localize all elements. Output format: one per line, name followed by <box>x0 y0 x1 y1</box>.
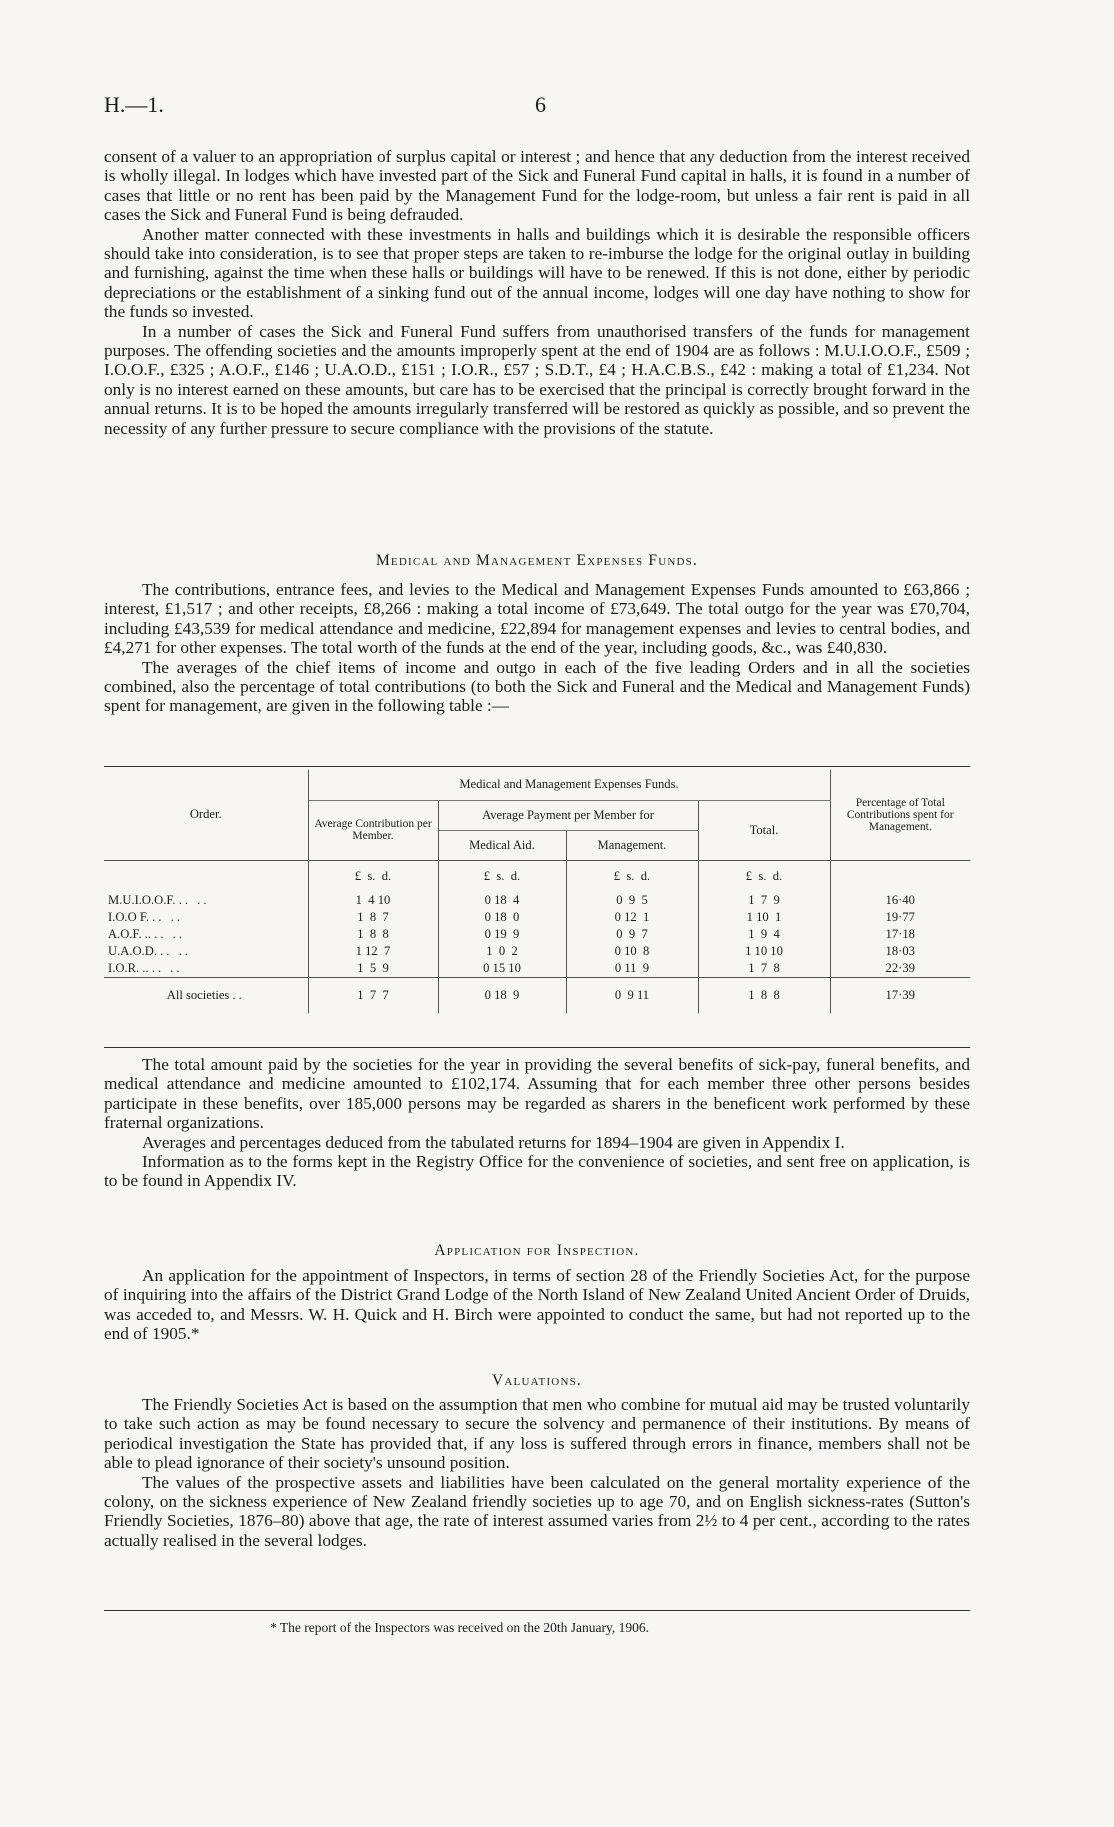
table-row: I.O.O F. .. .. 1 8 7 0 18 0 0 12 1 1 10 1 19·77 <box>104 909 970 926</box>
order-name: U.A.O.D. <box>108 944 157 958</box>
order-name: M.U.I.O.O.F. <box>108 893 176 907</box>
medical-cell: 0 19 9 <box>438 926 566 943</box>
table-row: U.A.O.D. .. .. 1 12 7 1 0 2 0 10 8 1 10 10 18·03 <box>104 943 970 960</box>
medical-cell: 0 18 9 <box>438 977 566 1013</box>
percent-cell: 16·40 <box>885 893 915 907</box>
contribution-cell: 1 4 10 <box>308 892 438 909</box>
total-cell: 1 10 1 <box>698 909 830 926</box>
total-cell: 1 10 10 <box>698 943 830 960</box>
order-name: I.O.R. .. <box>108 960 149 975</box>
contribution-cell: 1 8 7 <box>308 909 438 926</box>
medical-heading: Medical and Management Expenses Funds. <box>375 552 699 569</box>
valuations-paragraph-1: The Friendly Societies Act is based on the assumption that men who combine for mutual aid may be trusted voluntarily to take such action as may be found necessary to secure the solvency and permanence of their institutions. By means of periodical investigation the State has provided that, if any loss is suffered through errors in finance, members shall not be able to plead ignorance of their society's unsound position. <box>104 1395 970 1473</box>
table-top-rule <box>104 766 970 767</box>
intro-paragraph-1: consent of a valuer to an appropriation of surplus capital or interest ; and hence that any deduction from the interest received is wholly illegal. In lodges which have invested part of the Sick and Funeral Fund capital in halls, it is found in a number of cases that little or no rent has been paid by the Management Fund for the lodge-room, but unless a fair rent is paid in all cases the Sick and Funeral Fund is being defrauded. <box>104 147 970 225</box>
footnote-rule <box>104 1610 970 1611</box>
medical-cell: 0 18 4 <box>438 892 566 909</box>
medical-cell: 0 18 0 <box>438 909 566 926</box>
order-name: All societies <box>166 987 230 1002</box>
footnote: * The report of the Inspectors was received on the 20th January, 1906. <box>270 1620 650 1635</box>
contribution-cell: 1 8 8 <box>308 926 438 943</box>
table-row: I.O.R. .. .. .. 1 5 9 0 15 10 0 11 9 1 7 8 22·39 <box>104 960 970 977</box>
total-cell: 1 8 8 <box>698 977 830 1013</box>
medical-section <box>104 552 970 716</box>
total-cell: 1 9 4 <box>698 926 830 943</box>
intro-paragraph-3: In a number of cases the Sick and Funeral Fund suffers from unauthorised transfers of the funds for management purposes. The offending societies and the amounts improperly spent at the end of 1904 are as follows : M.U.I.O.O.F., £509 ; I.O.O.F., £325 ; A.O.F., £146 ; U.A.O.D., £151 ; I.O.R., £57 ; S.D.T., £4 ; H.A.C.B.S., £42 : making a total of £1,234. Not only is no interest earned on these amounts, but care has to be exercised that the principal is correctly brought forward in the annual returns. It is to be hoped the amounts irregularly transferred will be restored as quickly as possible, and so prevent the necessity of any further pressure to secure compliance with the provisions of the statute. <box>104 321 970 438</box>
total-cell: 1 7 8 <box>698 960 830 977</box>
valuations-section <box>104 1372 970 1550</box>
percent-cell: 17·39 <box>885 987 915 1002</box>
order-header: Order. <box>104 770 308 860</box>
payment-header: Average Payment per Member for <box>438 800 698 830</box>
inspection-section <box>104 1242 970 1344</box>
unit-label: £ s. d. <box>308 860 438 892</box>
percent-cell: 17·18 <box>885 927 915 941</box>
after-table-section <box>104 1055 970 1191</box>
management-cell: 0 9 5 <box>566 892 698 909</box>
after-table-paragraph-1: The total amount paid by the societies for the year in providing the several benefits of sick-pay, funeral benefits, and medical attendance and medicine amounted to £102,174. Assuming that for each member three other persons besides participate in these benefits, over 185,000 persons may be regarded as sharers in the beneficent work performed by these fraternal organizations. <box>104 1055 970 1133</box>
management-cell: 0 10 8 <box>566 943 698 960</box>
percentage-header: Percentage of Total Contributions spent for Management. <box>830 770 970 860</box>
valuations-heading: Valuations. <box>492 1372 582 1389</box>
intro-paragraph-2: Another matter connected with these investments in halls and buildings which it is desirable the responsible officers should take into consideration, is to see that proper steps are taken to re-imburse the lodge for the original outlay in building and furnishing, against the time when these halls or buildings will have to be renewed. If this is not done, either by periodic depreciations or the establishment of a sinking fund out of the annual income, lodges will one day have nothing to show for the funds so invested. <box>104 224 970 322</box>
total-cell: 1 7 9 <box>698 892 830 909</box>
medical-cell: 1 0 2 <box>438 943 566 960</box>
medical-aid-header: Medical Aid. <box>438 830 566 860</box>
management-cell: 0 12 1 <box>566 909 698 926</box>
inspection-paragraph: An application for the appointment of Inspectors, in terms of section 28 of the Friendly Societies Act, for the purpose of inquiring into the affairs of the District Grand Lodge of the North Island of New Zealand United Ancient Order of Druids, was acceded to, and Messrs. W. H. Quick and H. Birch were appointed to conduct the same, but had not reported up to the end of 1905.* <box>104 1266 970 1344</box>
order-name: A.O.F. .. <box>108 927 152 941</box>
contribution-cell: 1 7 7 <box>308 977 438 1013</box>
percent-cell: 22·39 <box>885 960 915 975</box>
unit-label: £ s. d. <box>698 860 830 892</box>
table-total-row: All societies .. 1 7 7 0 18 9 0 9 11 1 8 8 17·39 <box>104 977 970 1013</box>
total-header: Total. <box>698 800 830 860</box>
management-cell: 0 11 9 <box>566 960 698 977</box>
management-cell: 0 9 11 <box>566 977 698 1013</box>
medical-paragraph-1: The contributions, entrance fees, and levies to the Medical and Management Expenses Funds amounted to £63,866 ; interest, £1,517 ; and other receipts, £8,266 : making a total income of £73,649. The total outgo for the year was £70,704, including £43,539 for medical attendance and medicine, £22,894 for management expenses and levies to central bodies, and £4,271 for other expenses. The total worth of the funds at the end of the year, including goods, &c., was £40,830. <box>104 580 970 658</box>
table-bottom-rule <box>104 1047 970 1048</box>
after-table-paragraph-3: Information as to the forms kept in the Registry Office for the convenience of societies, and sent free on application, is to be found in Appendix IV. <box>104 1152 970 1191</box>
medical-paragraph-2: The averages of the chief items of income and outgo in each of the five leading Orders and in all the societies combined, also the percentage of total contributions (to both the Sick and Funeral and the Medical and Management Funds) spent for management, are given in the following table :— <box>104 657 970 716</box>
unit-label: £ s. d. <box>566 860 698 892</box>
management-cell: 0 9 7 <box>566 926 698 943</box>
medical-cell: 0 15 10 <box>438 960 566 977</box>
table-row: A.O.F. .. .. .. 1 8 8 0 19 9 0 9 7 1 9 4 17·18 <box>104 926 970 943</box>
order-name: I.O.O F. <box>108 910 149 924</box>
contribution-cell: 1 12 7 <box>308 943 438 960</box>
page-number: 6 <box>535 92 546 117</box>
after-table-paragraph-2: Averages and percentages deduced from the tabulated returns for 1894–1904 are given in Appendix I. <box>142 1132 845 1152</box>
valuations-paragraph-2: The values of the prospective assets and liabilities have been calculated on the general mortality experience of the colony, on the sickness experience of New Zealand friendly societies up to age 70, and on English sickness-rates (Sutton's Friendly Societies, 1876–80) above that age, the rate of interest assumed varies from 2½ to 4 per cent., according to the rates actually realised in the several lodges. <box>104 1472 970 1550</box>
percent-cell: 19·77 <box>885 910 915 924</box>
intro-section <box>104 147 970 438</box>
inspection-heading: Application for Inspection. <box>434 1242 640 1259</box>
page-reference: H.—1. <box>104 92 164 117</box>
table-row: M.U.I.O.O.F. .. .. 1 4 10 0 18 4 0 9 5 1 7 9 16·40 <box>104 892 970 909</box>
percent-cell: 18·03 <box>885 944 915 958</box>
management-header: Management. <box>597 837 667 852</box>
group-header: Medical and Management Expenses Funds. <box>308 770 830 800</box>
contribution-cell: 1 5 9 <box>308 960 438 977</box>
medical-table <box>104 770 970 1013</box>
unit-label: £ s. d. <box>438 860 566 892</box>
contribution-header: Average Contribution per Member. <box>308 800 438 860</box>
